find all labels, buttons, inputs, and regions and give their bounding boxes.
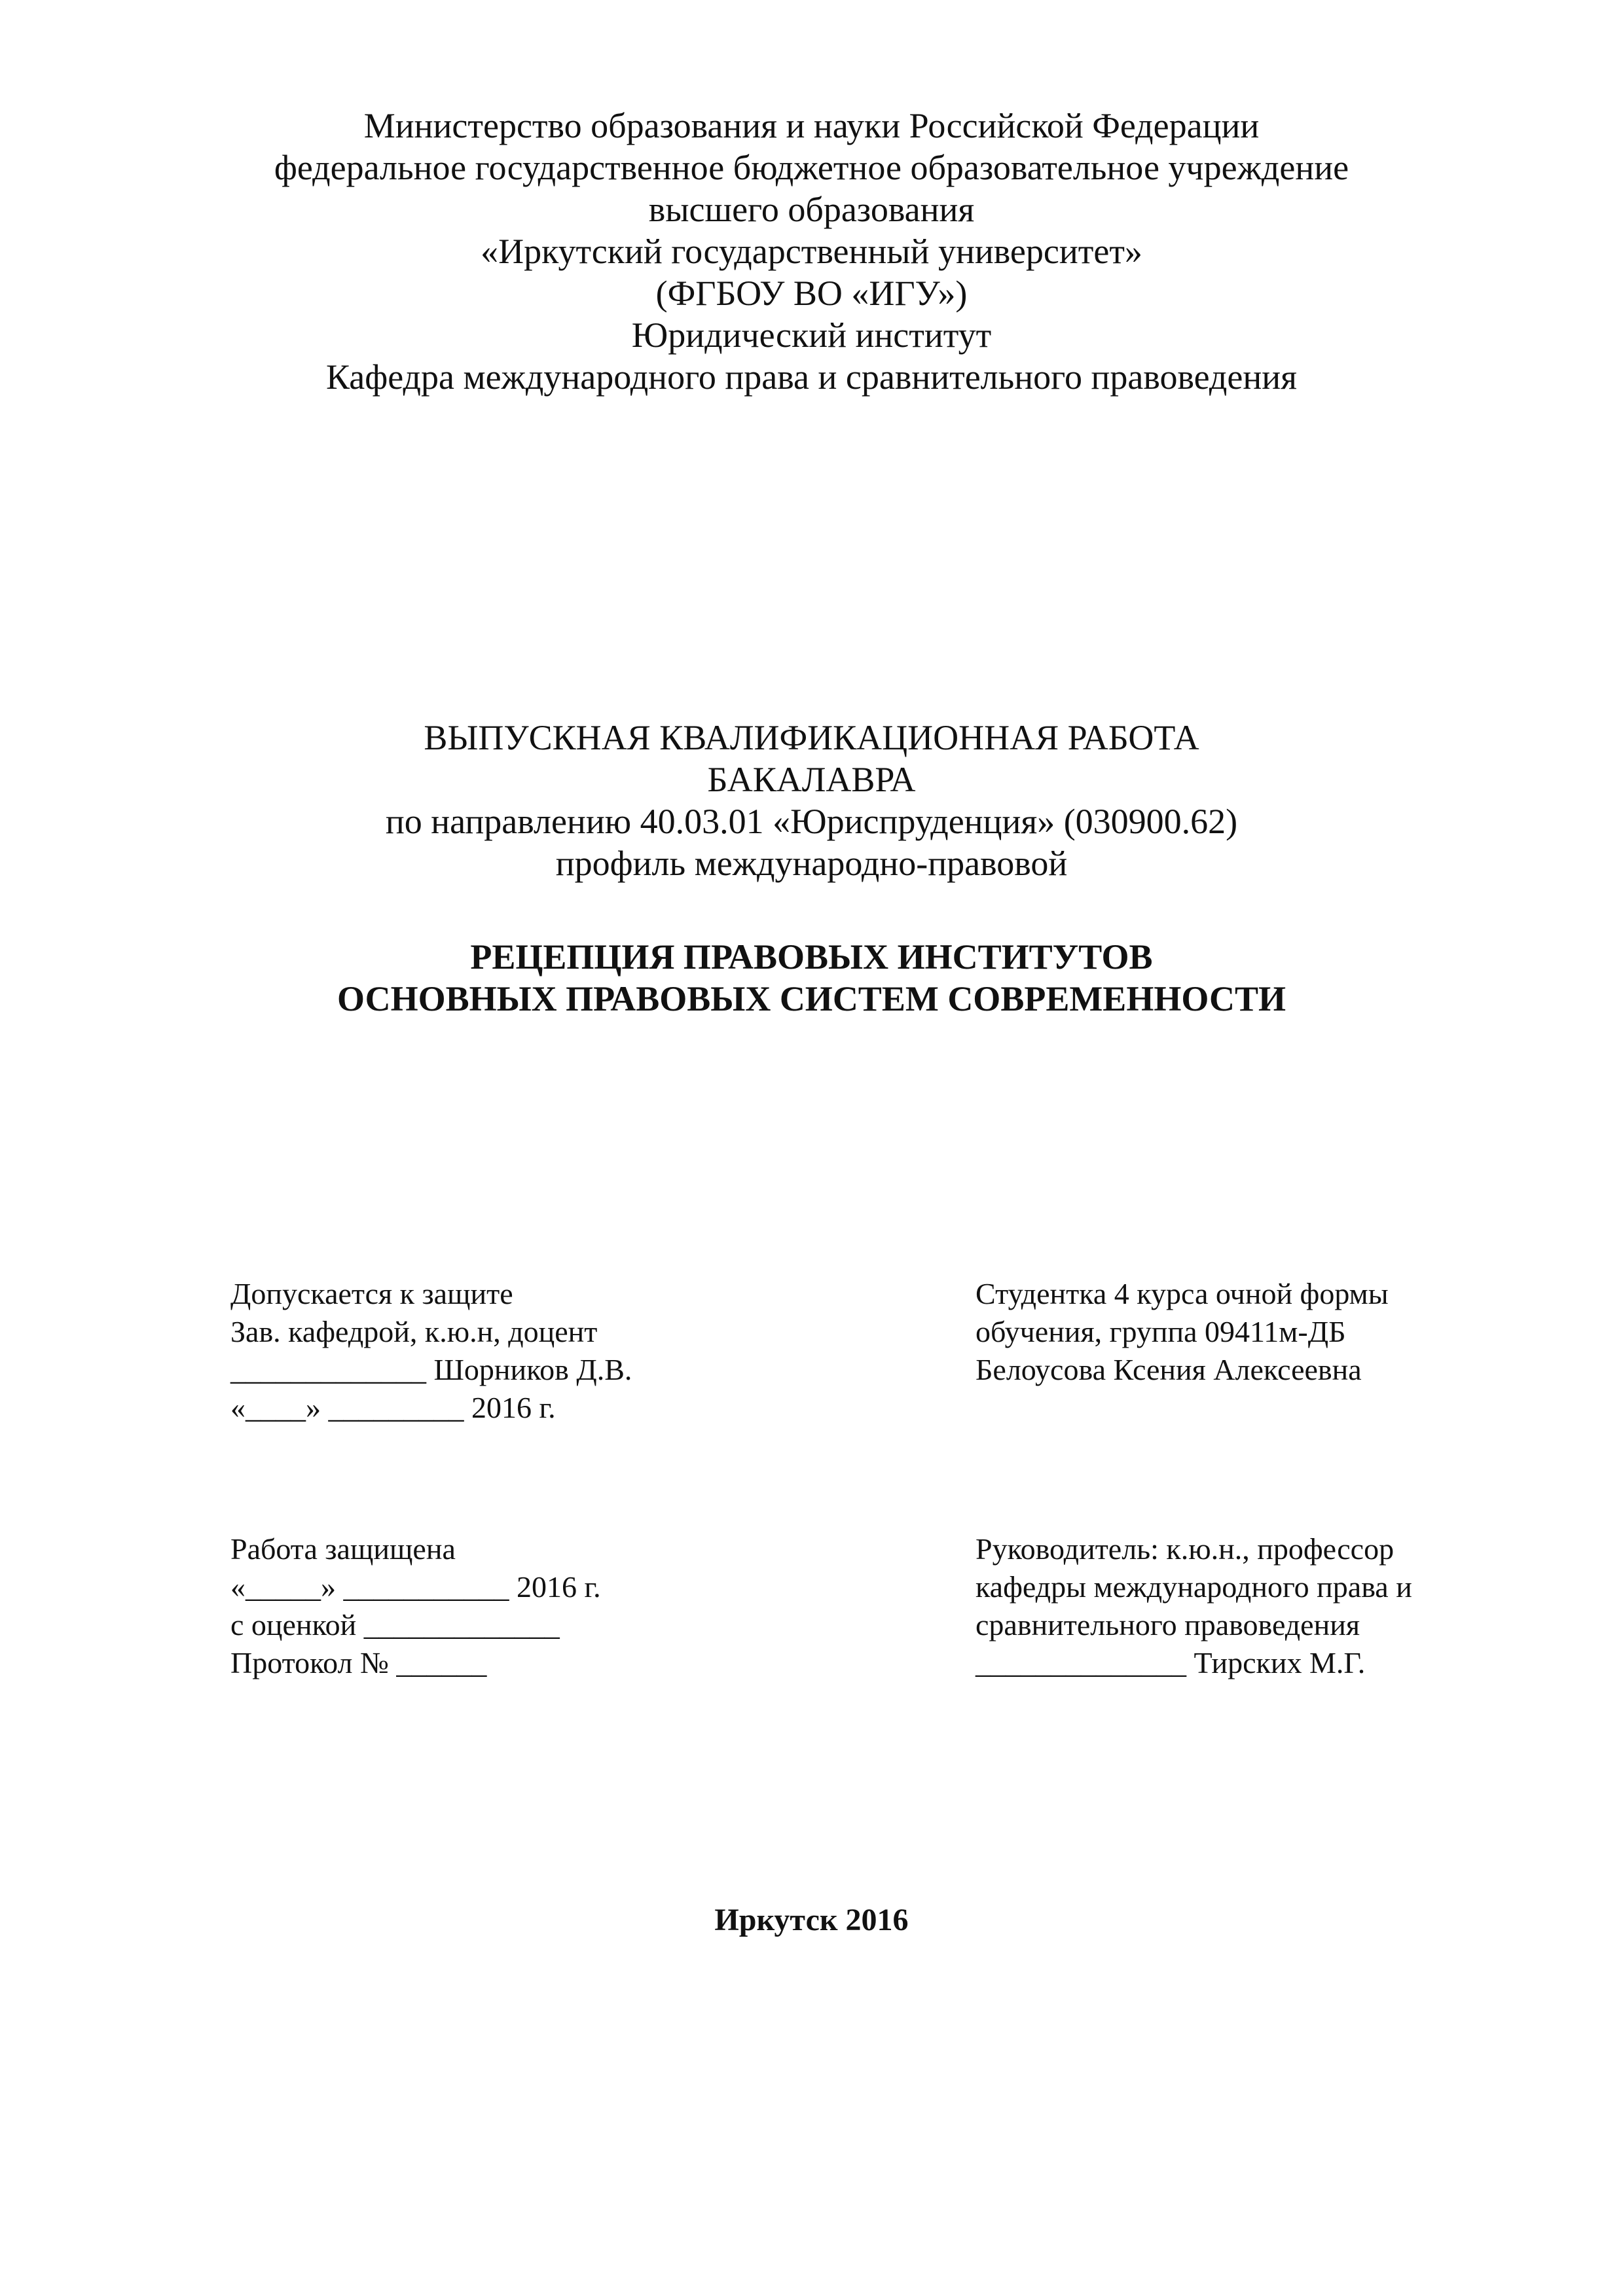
supervisor-block bbox=[976, 1530, 1412, 1682]
admission-line-2: Зав. кафедрой, к.ю.н, доцент bbox=[230, 1315, 598, 1348]
profile-line: профиль международно-правовой bbox=[555, 844, 1068, 883]
student-block bbox=[976, 1275, 1389, 1389]
admission-signature-line: _____________ Шорников Д.В. bbox=[230, 1353, 632, 1386]
supervisor-signature-line: ______________ Тирских М.Г. bbox=[976, 1646, 1366, 1679]
supervisor-line-3: сравнительного правоведения bbox=[976, 1608, 1360, 1641]
student-line-2: обучения, группа 09411м-ДБ bbox=[976, 1315, 1346, 1348]
thesis-title-line-1: РЕЦЕПЦИЯ ПРАВОВЫХ ИНСТИТУТОВ bbox=[470, 937, 1153, 977]
defense-protocol-line: Протокол № ______ bbox=[230, 1646, 487, 1679]
admission-line-1: Допускается к защите bbox=[230, 1277, 513, 1310]
defense-date-line: «_____» ___________ 2016 г. bbox=[230, 1570, 601, 1604]
education-level-line: высшего образования bbox=[648, 190, 975, 229]
supervisor-line-1: Руководитель: к.ю.н., профессор bbox=[976, 1532, 1395, 1566]
direction-line: по направлению 40.03.01 «Юриспруденция» (030900.62) bbox=[385, 802, 1238, 841]
defense-block bbox=[230, 1530, 601, 1682]
student-name-line: Белоусова Ксения Алексеевна bbox=[976, 1353, 1362, 1386]
student-line-1: Студентка 4 курса очной формы bbox=[976, 1277, 1389, 1310]
city-year: Иркутск 2016 bbox=[714, 1903, 909, 1937]
work-type-line-1: ВЫПУСКНАЯ КВАЛИФИКАЦИОННАЯ РАБОТА bbox=[424, 718, 1199, 757]
thesis-title-line-2: ОСНОВНЫХ ПРАВОВЫХ СИСТЕМ СОВРЕМЕННОСТИ bbox=[337, 979, 1286, 1018]
abbreviation-line: (ФГБОУ ВО «ИГУ») bbox=[655, 274, 968, 313]
institution-type-line: федеральное государственное бюджетное образовательное учреждение bbox=[274, 148, 1349, 187]
admission-date-line: «____» _________ 2016 г. bbox=[230, 1391, 556, 1424]
document-header bbox=[0, 105, 1623, 398]
supervisor-line-2: кафедры международного права и bbox=[976, 1570, 1412, 1604]
defense-line-1: Работа защищена bbox=[230, 1532, 456, 1566]
thesis-title bbox=[0, 936, 1623, 1020]
work-type-line-2: БАКАЛАВРА bbox=[707, 760, 916, 799]
defense-grade-line: с оценкой _____________ bbox=[230, 1608, 560, 1641]
institute-line: Юридический институт bbox=[631, 315, 992, 355]
university-line: «Иркутский государственный университет» bbox=[481, 232, 1142, 271]
admission-block bbox=[230, 1275, 632, 1427]
ministry-line: Министерство образования и науки Российской Федерации bbox=[363, 106, 1260, 145]
department-line: Кафедра международного права и сравнительного правоведения bbox=[326, 357, 1297, 397]
work-type-block bbox=[0, 717, 1623, 884]
